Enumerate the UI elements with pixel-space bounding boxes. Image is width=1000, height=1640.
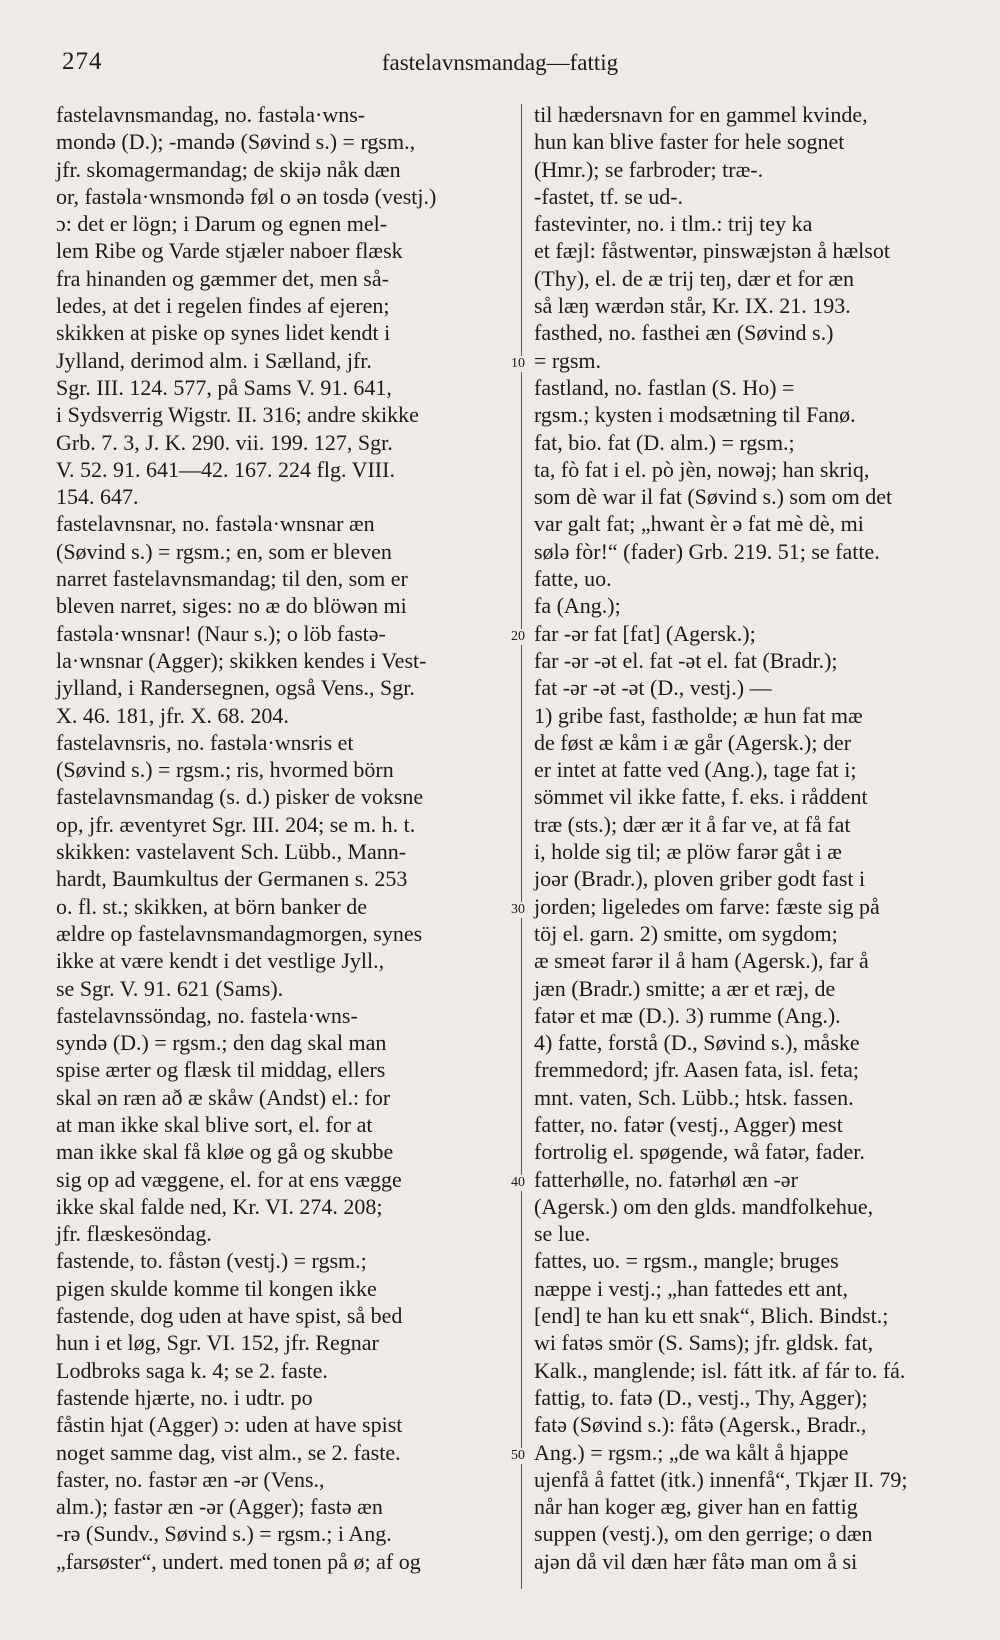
left-column-line: ɔ: det er lögn; i Darum og egnen mel- <box>56 211 388 237</box>
left-column-line: „farsøster“, undert. med tonen på ø; af og <box>56 1548 421 1574</box>
left-column-line: fastelavnsmandag (s. d.) pisker de voksne <box>56 784 424 810</box>
right-column-line: fattes, uo. = rgsm., mangle; bruges <box>534 1248 839 1274</box>
page-number: 274 <box>62 48 103 75</box>
left-column-line: jylland, i Randersegnen, også Vens., Sgr. <box>56 675 415 701</box>
right-column-line: til hædersnavn for en gammel kvinde, <box>534 102 868 127</box>
right-column-line: som dè war il fat (Søvind s.) som om det <box>534 484 893 510</box>
left-column-line: fra hinanden og gæmmer det, men så- <box>56 265 389 291</box>
left-column-line: skikken at piske op synes lidet kendt i <box>56 320 391 346</box>
right-column-line: fremmedord; jfr. Aasen fata, isl. feta; <box>534 1057 859 1083</box>
left-column-line: i Sydsverrig Wigstr. II. 316; andre skikke <box>56 402 419 428</box>
left-column-line: jfr. flæskesöndag. <box>56 1221 212 1247</box>
right-column-line: fatte, uo. <box>534 566 612 592</box>
right-column-line: (Thy), el. de æ trij teŋ, dær et for æn <box>534 265 855 291</box>
left-column-line: fastelavnssöndag, no. fastela·wns- <box>56 1002 358 1028</box>
right-column-line: fat, bio. fat (D. alm.) = rgsm.; <box>534 429 795 455</box>
line-number-30: 30 <box>511 902 525 917</box>
right-column-line: fat -ər -ət -ət (D., vestj.) — <box>534 675 772 701</box>
right-column-line: næppe i vestj.; „han fattedes ett ant, <box>534 1275 849 1301</box>
left-column-line: -rə (Sundv., Søvind s.) = rgsm.; i Ang. <box>56 1521 392 1547</box>
left-column-line: Grb. 7. 3, J. K. 290. vii. 199. 127, Sgr. <box>56 429 393 455</box>
right-column-line: så læŋ wærdən står, Kr. IX. 21. 193. <box>534 293 851 319</box>
left-column-line: ikke skal falde ned, Kr. VI. 274. 208; <box>56 1193 383 1219</box>
right-column-line: et fæjl: fåstwentər, pinswæjstən å hælsot <box>534 238 890 264</box>
right-column-line: når han koger æg, giver han en fattig <box>534 1494 858 1520</box>
line-number-10: 10 <box>511 356 525 371</box>
left-column-line: o. fl. st.; skikken, at börn banker de <box>56 893 367 919</box>
left-column-line: lem Ribe og Varde stjæler naboer flæsk <box>56 238 403 264</box>
right-column-line: æ smeət farər il å ham (Agersk.), far å <box>534 948 869 974</box>
right-column-line: (Agersk.) om den glds. mandfolkehue, <box>534 1193 874 1219</box>
right-column-line: se lue. <box>534 1221 591 1247</box>
right-column-line: ujenfå å fattet (itk.) innenfå“, Tkjær II. 79; <box>534 1466 908 1492</box>
line-number-50: 50 <box>511 1448 525 1463</box>
left-column <box>56 101 514 1575</box>
left-column-line: fåstin hjat (Agger) ɔ: uden at have spist <box>56 1412 403 1438</box>
left-column-line: mondə (D.); -mandə (Søvind s.) = rgsm., <box>56 129 416 155</box>
right-column-line: i, holde sig til; æ plöw farər gåt i æ <box>534 839 842 865</box>
right-column <box>534 101 966 1575</box>
left-column-line: Sgr. III. 124. 577, på Sams V. 91. 641, <box>56 374 392 400</box>
left-column-line: op, jfr. æventyret Sgr. III. 204; se m. h. t. <box>56 811 416 837</box>
right-column-line: rgsm.; kysten i modsætning til Fanø. <box>534 402 856 428</box>
left-column-line: fastende hjærte, no. i udtr. po <box>56 1384 313 1410</box>
right-column-line: fastland, no. fastlan (S. Ho) = <box>534 374 795 400</box>
left-column-line: Lodbroks saga k. 4; se 2. faste. <box>56 1357 328 1383</box>
right-column-line: jæn (Bradr.) smitte; a ær et ræj, de <box>534 975 836 1001</box>
right-column-line: (Hmr.); se farbroder; træ-. <box>534 156 764 182</box>
right-column-line: joər (Bradr.), ploven griber godt fast i <box>534 866 866 892</box>
line-number-20: 20 <box>511 629 525 644</box>
left-column-line: alm.); fastər æn -ər (Agger); fastə æn <box>56 1494 383 1520</box>
running-head: fastelavnsmandag—fattig <box>381 50 619 75</box>
left-column-line: fastəla·wnsnar! (Naur s.); o löb fastə- <box>56 620 386 646</box>
left-column-line: ældre op fastelavnsmandagmorgen, synes <box>56 920 423 946</box>
left-column-line: skikken: vastelavent Sch. Lübb., Mann- <box>56 839 407 865</box>
left-column-line: at man ikke skal blive sort, el. for at <box>56 1111 373 1137</box>
right-column-line: far -ər fat [fat] (Agersk.); <box>534 620 756 646</box>
right-column-line: sølə fòr!“ (fader) Grb. 219. 51; se fatte. <box>534 538 880 564</box>
right-column-line: [end] te han ku ett snak“, Blich. Bindst.; <box>534 1303 889 1329</box>
right-column-line: ajən då vil dæn hær fåtə man om å si <box>534 1548 858 1574</box>
right-column-line: töj el. garn. 2) smitte, om sygdom; <box>534 920 838 946</box>
right-column-line: var galt fat; „hwant èr ə fat mè dè, mi <box>534 511 864 537</box>
left-column-line: la·wnsnar (Agger); skikken kendes i Vest- <box>56 647 427 673</box>
left-column-line: narret fastelavnsmandag; til den, som er <box>56 566 408 592</box>
left-column-line: fastende, dog uden at have spist, så bed <box>56 1303 403 1329</box>
right-column-line: far -ər -ət el. fat -ət el. fat (Bradr.); <box>534 647 838 673</box>
right-column-line: mnt. vaten, Sch. Lübb.; htsk. fassen. <box>534 1084 854 1110</box>
right-column-line: de føst æ kåm i æ går (Agersk.); der <box>534 729 852 755</box>
right-column-line: fasthed, no. fasthei æn (Søvind s.) <box>534 320 834 346</box>
left-column-line: 154. 647. <box>56 484 139 510</box>
right-column-line: jorden; ligeledes om farve: fæste sig på <box>534 893 880 919</box>
left-column-line: sig op ad væggene, el. for at ens vægge <box>56 1166 402 1192</box>
left-column-line: (Søvind s.) = rgsm.; en, som er bleven <box>56 538 392 564</box>
left-column-line: ikke at være kendt i det vestlige Jyll., <box>56 948 385 974</box>
right-column-line: fatə (Søvind s.): fåtə (Agersk., Bradr., <box>534 1412 867 1438</box>
right-column-line: træ (sts.); dær ær it å far ve, at få fat <box>534 811 851 837</box>
left-column-line: pigen skulde komme til kongen ikke <box>56 1275 377 1301</box>
left-column-line: or, fastəla·wnsmondə føl o ən tosdə (vestj.) <box>56 183 437 209</box>
left-column-line: V. 52. 91. 641—42. 167. 224 flg. VIII. <box>56 456 395 482</box>
left-column-line: syndə (D.) = rgsm.; den dag skal man <box>56 1030 387 1056</box>
right-column-line: Kalk., manglende; isl. fátt itk. af fár to. fá. <box>534 1357 906 1383</box>
right-column-line: fatər et mæ (D.). 3) rumme (Ang.). <box>534 1002 841 1028</box>
right-column-line: fattig, to. fatə (D., vestj., Thy, Agger); <box>534 1384 868 1410</box>
right-column-line: fa (Ang.); <box>534 593 621 619</box>
left-column-line: fastelavnsnar, no. fastəla·wnsnar æn <box>56 511 375 537</box>
right-column-line: 4) fatte, forstå (D., Søvind s.), måske <box>534 1030 860 1056</box>
left-column-line: bleven narret, siges: no æ do blöwən mi <box>56 593 407 619</box>
right-column-line: fatter, no. fatər (vestj., Agger) mest <box>534 1111 843 1137</box>
right-column-line: fatterhølle, no. fatərhøl æn -ər <box>534 1166 798 1192</box>
left-column-line: fastelavnsris, no. fastəla·wnsris et <box>56 729 354 755</box>
left-column-line: faster, no. fastər æn -ər (Vens., <box>56 1466 325 1492</box>
left-column-line: (Søvind s.) = rgsm.; ris, hvormed börn <box>56 757 394 783</box>
left-column-line: X. 46. 181, jfr. X. 68. 204. <box>56 702 289 728</box>
right-column-line: fastevinter, no. i tlm.: trij tey ka <box>534 211 813 237</box>
right-column-line: 1) gribe fast, fastholde; æ hun fat mæ <box>534 702 863 728</box>
left-column-line: se Sgr. V. 91. 621 (Sams). <box>56 975 284 1001</box>
left-column-line: spise ærter og flæsk til middag, ellers <box>56 1057 386 1083</box>
left-column-line: ledes, at det i regelen findes af ejeren; <box>56 293 390 319</box>
left-column-line: noget samme dag, vist alm., se 2. faste. <box>56 1439 401 1465</box>
right-column-line: ta, fò fat i el. pò jèn, nowəj; han skriq, <box>534 456 870 482</box>
left-column-line: fastelavnsmandag, no. fastəla·wns- <box>56 102 366 127</box>
right-column-line: Ang.) = rgsm.; „de wa kålt å hjappe <box>534 1439 849 1465</box>
right-column-line: suppen (vestj.), om den gerrige; o dæn <box>534 1521 873 1547</box>
left-column-line: jfr. skomagermandag; de skijə nåk dæn <box>56 156 401 182</box>
right-column-line: sömmet vil ikke fatte, f. eks. i råddent <box>534 784 868 810</box>
right-column-line: hun kan blive faster for hele sognet <box>534 129 845 155</box>
left-column-line: hardt, Baumkultus der Germanen s. 253 <box>56 866 408 892</box>
right-column-line: -fastet, tf. se ud-. <box>534 183 684 209</box>
line-number-40: 40 <box>511 1175 525 1190</box>
right-column-line: er intet at fatte ved (Ang.), tage fat i; <box>534 757 857 783</box>
right-column-line: wi fatəs smör (S. Sams); jfr. gldsk. fat, <box>534 1330 874 1356</box>
left-column-line: skal ən ræn að æ skåw (Andst) el.: for <box>56 1084 391 1110</box>
left-column-line: hun i et løg, Sgr. VI. 152, jfr. Regnar <box>56 1330 379 1356</box>
right-column-line: = rgsm. <box>534 347 602 373</box>
left-column-line: fastende, to. fåstən (vestj.) = rgsm.; <box>56 1248 367 1274</box>
right-column-line: fortrolig el. spøgende, wå fatər, fader. <box>534 1139 865 1165</box>
left-column-line: man ikke skal få kløe og gå og skubbe <box>56 1139 394 1165</box>
column-divider <box>521 104 522 1589</box>
left-column-line: Jylland, derimod alm. i Sælland, jfr. <box>56 347 372 373</box>
